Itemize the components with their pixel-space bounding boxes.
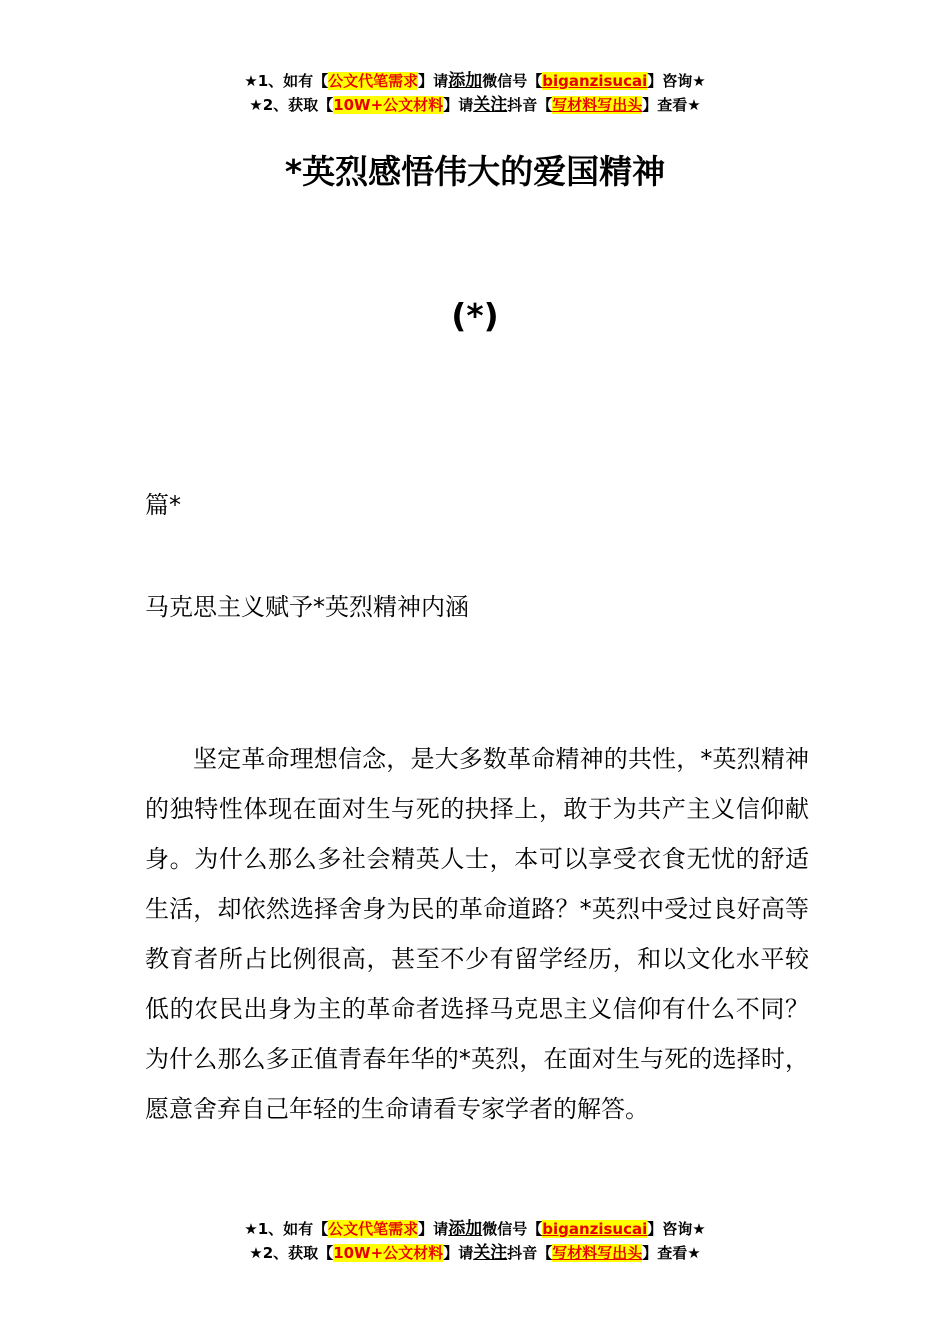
douyin-account-link[interactable]: 写材料写出头	[552, 1244, 643, 1262]
douyin-account-link[interactable]: 写材料写出头	[552, 96, 643, 114]
document-subtitle: (*)	[451, 296, 499, 335]
section-label: 篇*	[145, 491, 181, 519]
body-paragraph: 坚定革命理想信念，是大多数革命精神的共性，*英烈精神的独特性体现在面对生与死的抉择上，敢于为共产主义信仰献身。为什么那么多社会精英人士，本可以享受衣食无忧的舒适生活，却依然选择舍身为民的革命道路？*英烈中受过良好高等教育者所占比例很高，甚至不少有留学经历，和以文化水平较低的农民出身为主的革命者选择马克思主义信仰有什么不同？为什么那么多正值青春年华的*英烈，在面对生与死的选择时，愿意舍弃自己年轻的生命请看专家学者的解答。	[145, 745, 809, 1123]
underlined-follow: 关注	[473, 95, 508, 115]
wechat-id-link[interactable]: biganzisucai	[542, 72, 648, 90]
document-title: *英烈感悟伟大的爱国精神	[284, 152, 666, 191]
highlight-writing-service: 公文代笔需求	[328, 72, 419, 90]
header-banner	[0, 69, 950, 117]
banner-text: ★1、如有【	[244, 72, 329, 90]
banner-text: 】咨询★	[647, 72, 706, 90]
banner-text: 】查看★	[642, 1244, 701, 1262]
banner-line-2	[0, 1241, 950, 1265]
banner-text: 】请	[443, 1244, 474, 1262]
underlined-follow: 关注	[473, 1243, 508, 1263]
banner-text: 微信号【	[482, 72, 543, 90]
banner-text: ★1、如有【	[244, 1220, 329, 1238]
banner-line-1	[0, 1217, 950, 1241]
banner-line-1	[0, 69, 950, 93]
highlight-materials: 10W+公文材料	[333, 1244, 444, 1262]
banner-text: 抖音【	[507, 96, 553, 114]
banner-text: 】请	[418, 72, 449, 90]
footer-banner	[0, 1217, 950, 1265]
banner-text: 】查看★	[642, 96, 701, 114]
highlight-writing-service: 公文代笔需求	[328, 1220, 419, 1238]
underlined-add: 添加	[448, 1219, 483, 1239]
banner-line-2	[0, 93, 950, 117]
section-heading: 马克思主义赋予*英烈精神内涵	[145, 593, 469, 621]
banner-text: 】请	[443, 96, 474, 114]
banner-text: ★2、获取【	[249, 1244, 334, 1262]
banner-text: 抖音【	[507, 1244, 553, 1262]
banner-text: 微信号【	[482, 1220, 543, 1238]
wechat-id-link[interactable]: biganzisucai	[542, 1220, 648, 1238]
underlined-add: 添加	[448, 71, 483, 91]
banner-text: 】咨询★	[647, 1220, 706, 1238]
highlight-materials: 10W+公文材料	[333, 96, 444, 114]
banner-text: ★2、获取【	[249, 96, 334, 114]
banner-text: 】请	[418, 1220, 449, 1238]
